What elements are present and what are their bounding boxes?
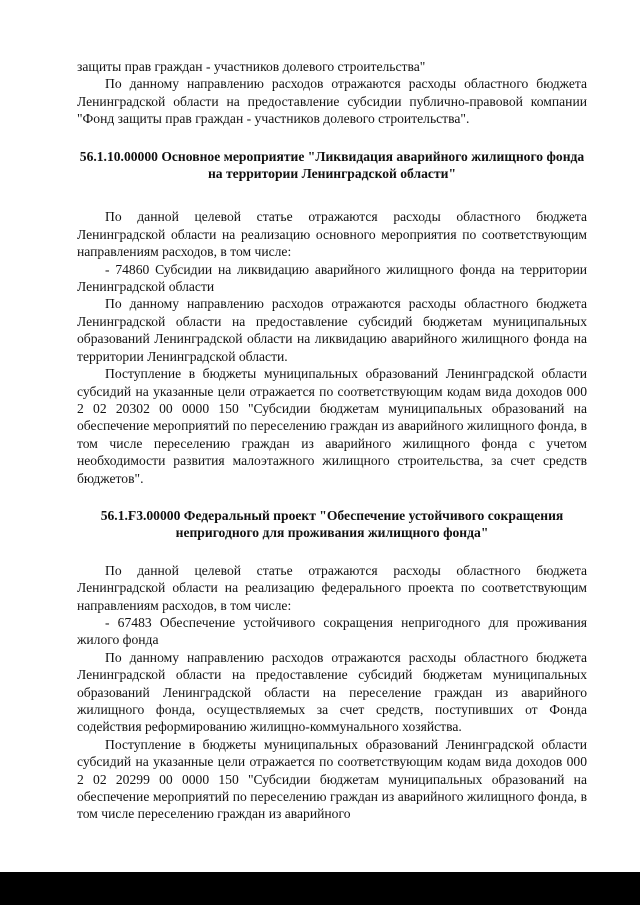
list-item: - 74860 Субсидии на ликвидацию аварийного жилищного фонда на территории Ленинградской области (77, 261, 587, 295)
list-item: - 67483 Обеспечение устойчивого сокращения непригодного для проживания жилого фонда (77, 614, 587, 648)
section-heading: 56.1.10.00000 Основное мероприятие "Ликвидация аварийного жилищного фонда на территории Ленинградской области" (79, 148, 585, 182)
scan-border (0, 872, 640, 905)
paragraph: Поступление в бюджеты муниципальных образований Ленинградской области субсидий на указанные цели отражается по соответствующим кодам вида доходов 000 2 02 20299 00 0000 150 "Субсидии бюджетам муниципальных образований на обеспечение мероприятий по переселению граждан из аварийного жилищного фонда, в том числе переселению граждан из аварийного (77, 736, 587, 822)
paragraph: По данному направлению расходов отражаются расходы областного бюджета Ленинградской области на предоставление субсидий бюджетам муниципальных образований Ленинградской области на переселение граждан из аварийного жилищного фонда, осуществляемых за счет средств, поступивших от Фонда содействия реформированию жилищно-коммунального хозяйства. (77, 649, 587, 735)
paragraph: Поступление в бюджеты муниципальных образований Ленинградской области субсидий на указанные цели отражается по соответствующим кодам вида доходов 000 2 02 20302 00 0000 150 "Субсидии бюджетам муниципальных образований на обеспечение мероприятий по переселению граждан из аварийного жилищного фонда, в том числе переселению граждан из аварийного жилищного фонда с учетом необходимости развития малоэтажного жилищного строительства, за счет средств бюджетов". (77, 366, 587, 486)
paragraph: По данному направлению расходов отражаются расходы областного бюджета Ленинградской области на предоставление субсидий бюджетам муниципальных образований Ленинградской области на ликвидацию аварийного жилищного фонда на территории Ленинградской области. (77, 296, 587, 364)
paragraph: защиты прав граждан - участников долевого строительства" (77, 59, 426, 74)
paragraph: По данной целевой статье отражаются расходы областного бюджета Ленинградской области на реализацию основного мероприятия по соответствующим направлениям расходов, в том числе: (77, 209, 587, 260)
document-body (77, 58, 587, 823)
paragraph: По данной целевой статье отражаются расходы областного бюджета Ленинградской области на реализацию федерального проекта по соответствующим направлениям расходов, в том числе: (77, 562, 587, 613)
paragraph: По данному направлению расходов отражаются расходы областного бюджета Ленинградской области на предоставление субсидии публично-правовой компании "Фонд защиты прав граждан - участников долевого строительства". (77, 76, 587, 127)
section-heading: 56.1.F3.00000 Федеральный проект "Обеспечение устойчивого сокращения непригодного для проживания жилищного фонда" (100, 507, 564, 541)
